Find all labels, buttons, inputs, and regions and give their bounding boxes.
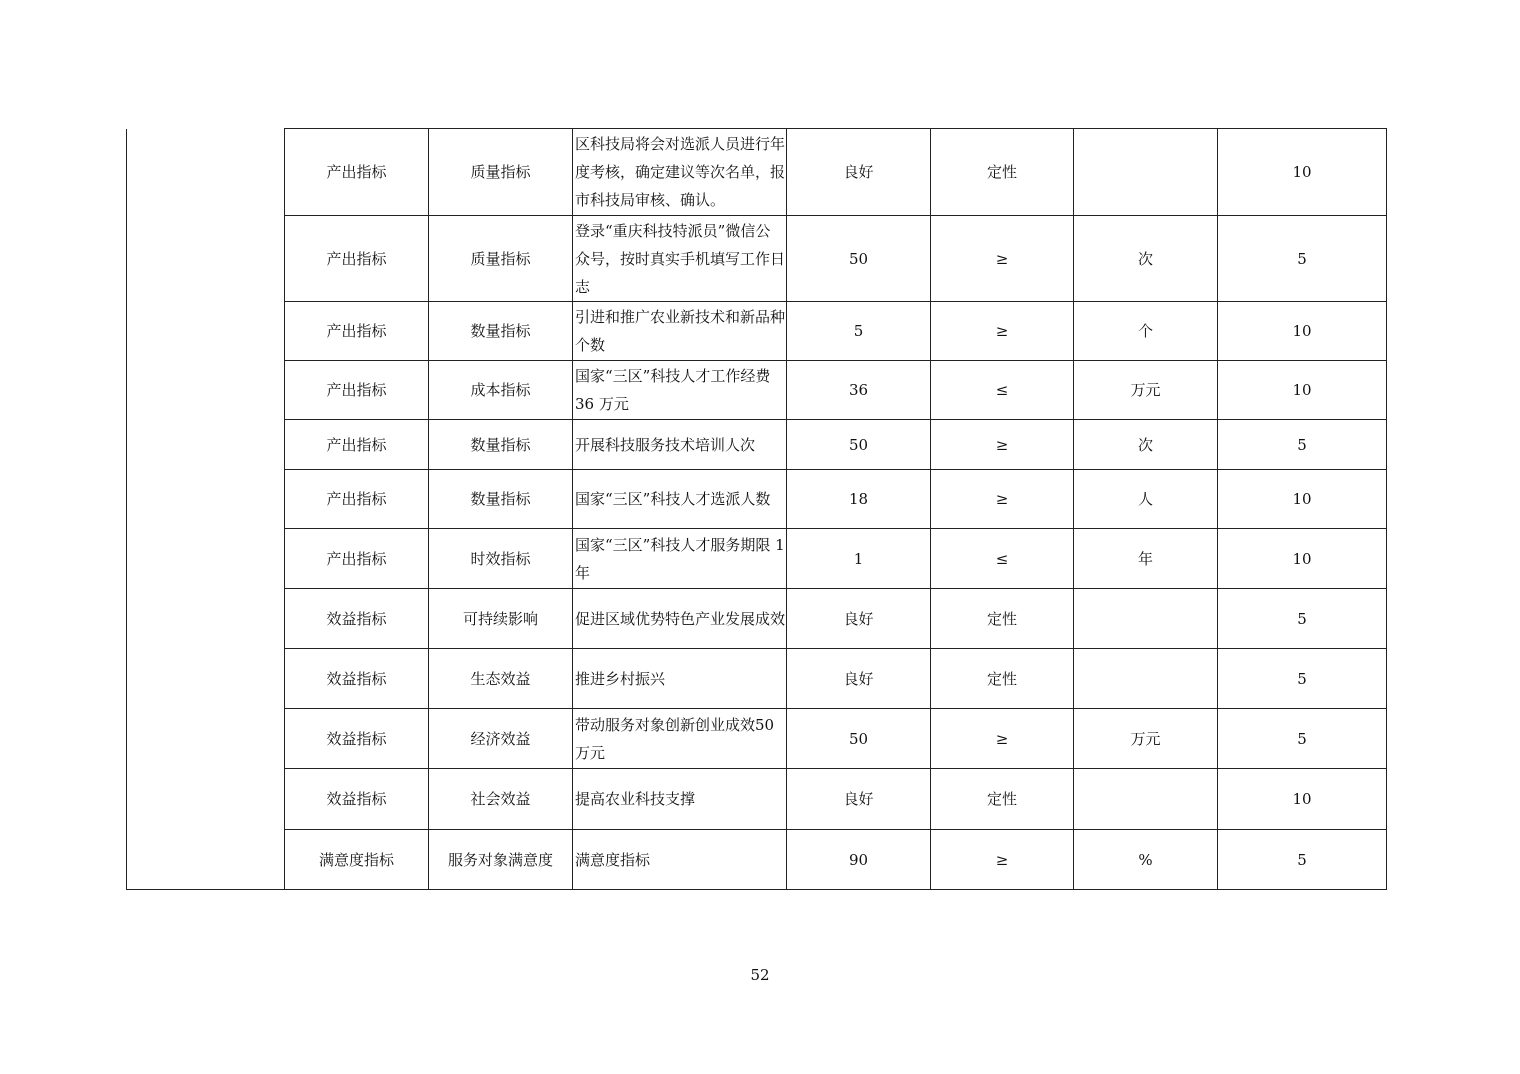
value-cell: 36 [787,361,931,420]
description-cell: 引进和推广农业新技术和新品种个数 [573,302,787,361]
unit-cell: 年 [1074,529,1218,589]
merged-project-cell [127,129,285,890]
unit-cell [1074,589,1218,649]
unit-cell: 次 [1074,420,1218,470]
unit-cell [1074,129,1218,216]
description-cell: 开展科技服务技术培训人次 [573,420,787,470]
weight-cell: 5 [1218,709,1387,769]
unit-cell: 个 [1074,302,1218,361]
operator-cell: ≥ [931,709,1074,769]
operator-cell: ≥ [931,420,1074,470]
weight-cell: 10 [1218,361,1387,420]
operator-cell: 定性 [931,769,1074,830]
category-cell: 效益指标 [285,709,429,769]
subcategory-cell: 服务对象满意度 [429,830,573,890]
description-cell: 国家“三区”科技人才工作经费 36 万元 [573,361,787,420]
value-cell: 良好 [787,589,931,649]
unit-cell: 次 [1074,216,1218,302]
category-cell: 产出指标 [285,529,429,589]
unit-cell: 万元 [1074,709,1218,769]
subcategory-cell: 可持续影响 [429,589,573,649]
subcategory-cell: 社会效益 [429,769,573,830]
description-cell: 促进区域优势特色产业发展成效 [573,589,787,649]
weight-cell: 5 [1218,830,1387,890]
operator-cell: 定性 [931,129,1074,216]
operator-cell: ≥ [931,470,1074,529]
subcategory-cell: 时效指标 [429,529,573,589]
unit-cell: 万元 [1074,361,1218,420]
operator-cell: ≥ [931,830,1074,890]
description-cell: 带动服务对象创新创业成效50 万元 [573,709,787,769]
category-cell: 产出指标 [285,129,429,216]
category-cell: 效益指标 [285,649,429,709]
table-row [127,649,1387,709]
table-row [127,361,1387,420]
unit-cell: % [1074,830,1218,890]
table-row [127,470,1387,529]
category-cell: 产出指标 [285,302,429,361]
subcategory-cell: 成本指标 [429,361,573,420]
weight-cell: 5 [1218,589,1387,649]
category-cell: 产出指标 [285,420,429,470]
value-cell: 50 [787,216,931,302]
operator-cell: ≤ [931,361,1074,420]
unit-cell [1074,769,1218,830]
value-cell: 1 [787,529,931,589]
table-row [127,420,1387,470]
operator-cell: ≥ [931,302,1074,361]
table-row [127,216,1387,302]
subcategory-cell: 经济效益 [429,709,573,769]
category-cell: 满意度指标 [285,830,429,890]
subcategory-cell: 数量指标 [429,420,573,470]
value-cell: 50 [787,420,931,470]
subcategory-cell: 质量指标 [429,216,573,302]
page-number: 52 [750,966,770,984]
weight-cell: 10 [1218,470,1387,529]
value-cell: 良好 [787,769,931,830]
table-row [127,302,1387,361]
description-cell: 提高农业科技支撑 [573,769,787,830]
performance-indicator-table [126,128,1387,890]
description-cell: 国家“三区”科技人才服务期限 1 年 [573,529,787,589]
weight-cell: 10 [1218,769,1387,830]
operator-cell: ≥ [931,216,1074,302]
description-cell: 推进乡村振兴 [573,649,787,709]
operator-cell: 定性 [931,589,1074,649]
description-cell: 登录“重庆科技特派员”微信公众号，按时真实手机填写工作日志 [573,216,787,302]
subcategory-cell: 质量指标 [429,129,573,216]
category-cell: 效益指标 [285,769,429,830]
weight-cell: 10 [1218,302,1387,361]
table-row [127,830,1387,890]
table-row [127,529,1387,589]
weight-cell: 5 [1218,649,1387,709]
value-cell: 良好 [787,649,931,709]
subcategory-cell: 数量指标 [429,470,573,529]
subcategory-cell: 生态效益 [429,649,573,709]
table-row [127,129,1387,216]
subcategory-cell: 数量指标 [429,302,573,361]
weight-cell: 5 [1218,216,1387,302]
value-cell: 90 [787,830,931,890]
table-row [127,769,1387,830]
unit-cell: 人 [1074,470,1218,529]
description-cell: 满意度指标 [573,830,787,890]
operator-cell: 定性 [931,649,1074,709]
value-cell: 良好 [787,129,931,216]
value-cell: 18 [787,470,931,529]
operator-cell: ≤ [931,529,1074,589]
category-cell: 产出指标 [285,216,429,302]
category-cell: 产出指标 [285,361,429,420]
unit-cell [1074,649,1218,709]
value-cell: 50 [787,709,931,769]
weight-cell: 10 [1218,129,1387,216]
category-cell: 效益指标 [285,589,429,649]
table-row [127,709,1387,769]
value-cell: 5 [787,302,931,361]
description-cell: 区科技局将会对选派人员进行年度考核，确定建议等次名单，报市科技局审核、确认。 [573,129,787,216]
weight-cell: 10 [1218,529,1387,589]
category-cell: 产出指标 [285,470,429,529]
description-cell: 国家“三区”科技人才选派人数 [573,470,787,529]
weight-cell: 5 [1218,420,1387,470]
table-row [127,589,1387,649]
